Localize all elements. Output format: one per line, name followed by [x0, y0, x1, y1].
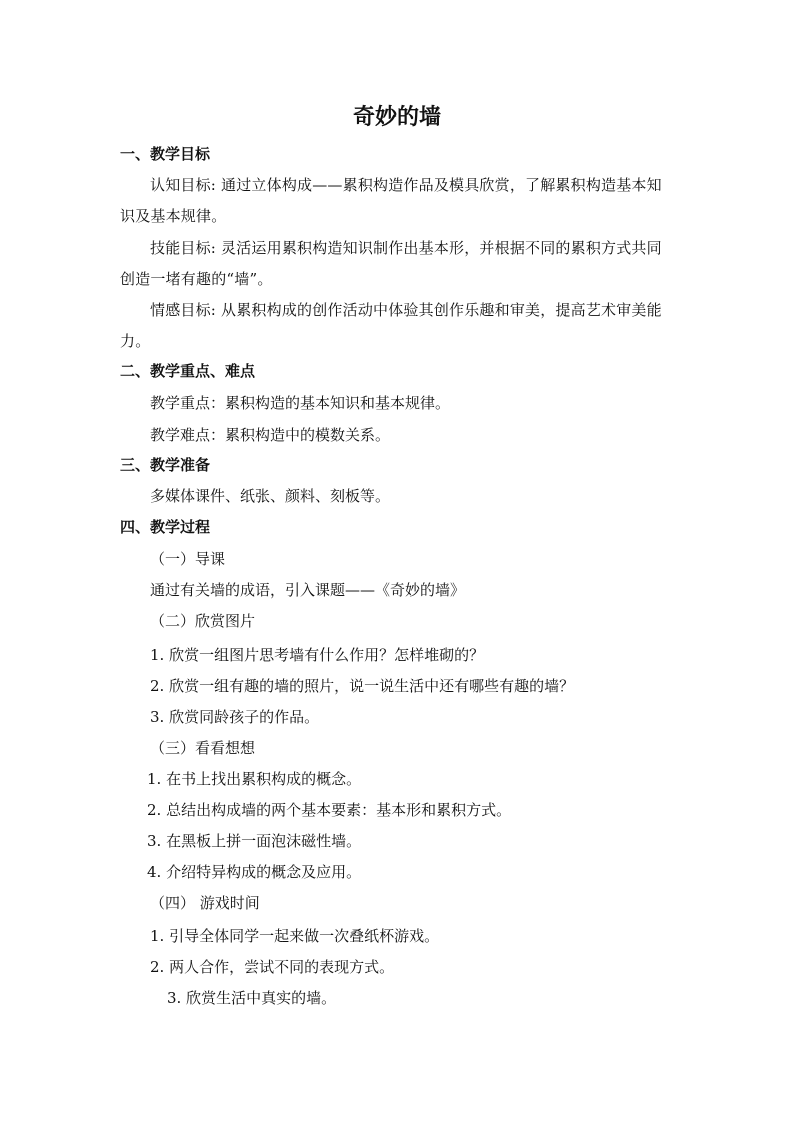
- paragraph-cognitive-goal: 认知目标: 通过立体构成——累积构造作品及模具欣赏，了解累积构造基本知识及基本规律。: [120, 176, 662, 225]
- list-item: 2. 两人合作，尝试不同的表现方式。: [150, 958, 395, 976]
- paragraph-skill-goal: 技能目标: 灵活运用累积构造知识制作出基本形，并根据不同的累积方式共同创造一堵有趣的“墙”。: [120, 239, 662, 288]
- paragraph-materials: 多媒体课件、纸张、颜料、刻板等。: [150, 487, 391, 505]
- section-heading-objectives: 一、教学目标: [120, 145, 211, 163]
- section-heading-process: 四、教学过程: [120, 518, 211, 536]
- list-item: 3. 欣赏同龄孩子的作品。: [150, 708, 320, 726]
- list-item: 2. 欣赏一组有趣的墙的照片，说一说生活中还有哪些有趣的墙？: [150, 677, 575, 695]
- subheading-game-time: （四） 游戏时间: [150, 894, 260, 912]
- list-item: 1. 欣赏一组图片思考墙有什么作用？怎样堆砌的？: [150, 646, 485, 664]
- section-heading-key-points: 二、教学重点、难点: [120, 362, 256, 380]
- subheading-intro: （一）导课: [150, 550, 226, 568]
- paragraph-difficulty: 教学难点：累积构造中的模数关系。: [150, 426, 391, 444]
- section-heading-preparation: 三、教学准备: [120, 456, 211, 474]
- paragraph-intro: 通过有关墙的成语，引入课题——《奇妙的墙》: [150, 581, 466, 599]
- page-title: 奇妙的墙: [352, 104, 441, 130]
- list-item: 3. 欣赏生活中真实的墙。: [167, 989, 337, 1007]
- subheading-look-think: （三）看看想想: [150, 739, 256, 757]
- list-item: 1. 引导全体同学一起来做一次叠纸杯游戏。: [150, 927, 440, 945]
- list-item: 3. 在黑板上拼一面泡沫磁性墙。: [147, 832, 362, 850]
- list-item: 1. 在书上找出累积构成的概念。: [147, 770, 362, 788]
- list-item: 2. 总结出构成墙的两个基本要素：基本形和累积方式。: [147, 801, 512, 819]
- list-item: 4. 介绍特异构成的概念及应用。: [147, 863, 362, 881]
- paragraph-emotion-goal: 情感目标: 从累积构成的创作活动中体验其创作乐趣和审美，提高艺术审美能力。: [120, 301, 662, 350]
- subheading-appreciate: （二）欣赏图片: [150, 612, 256, 630]
- paragraph-key-point: 教学重点：累积构造的基本知识和基本规律。: [150, 394, 451, 412]
